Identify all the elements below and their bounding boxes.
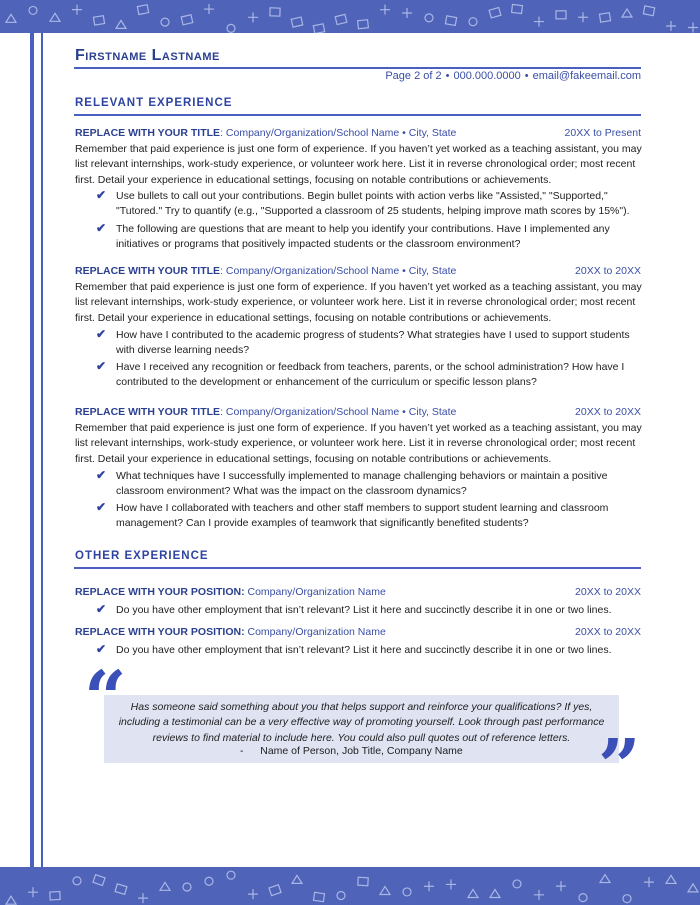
doodle-icon xyxy=(688,884,698,892)
email-address[interactable]: email@fakeemail.com xyxy=(532,70,641,82)
doodle-icon xyxy=(358,877,368,886)
doodle-icon xyxy=(600,875,610,883)
header-rule xyxy=(74,67,641,69)
doodle-icon xyxy=(556,881,566,891)
job-title: REPLACE WITH YOUR TITLE xyxy=(75,265,221,277)
doodle-icon xyxy=(292,875,302,883)
checkmark-icon: ✔ xyxy=(96,642,107,656)
job-title: REPLACE WITH YOUR TITLE xyxy=(75,406,221,418)
doodle-icon xyxy=(93,875,105,886)
doodle-icon xyxy=(578,12,588,22)
section-title-relevant: RELEVANT EXPERIENCE xyxy=(75,97,233,109)
job-heading xyxy=(75,127,641,139)
doodle-icon xyxy=(424,881,434,891)
bullet-item xyxy=(96,643,643,658)
job-heading xyxy=(75,406,641,418)
doodle-icon xyxy=(269,885,281,896)
doodle-icon xyxy=(313,892,324,901)
doodle-icon xyxy=(556,11,566,19)
job-dates: 20XX to Present xyxy=(564,127,641,139)
doodle-icon xyxy=(402,8,412,18)
checkmark-icon: ✔ xyxy=(96,188,107,202)
doodle-icon xyxy=(425,14,433,22)
doodle-icon xyxy=(204,4,214,14)
doodle-icon xyxy=(115,884,127,894)
doodle-icon xyxy=(380,886,390,894)
checkmark-icon: ✔ xyxy=(96,602,107,616)
doodle-icon xyxy=(248,12,258,22)
phone-number: 000.000.0000 xyxy=(453,70,521,82)
testimonial-attribution-line xyxy=(104,745,619,757)
doodle-icon xyxy=(205,877,213,885)
doodle-icon xyxy=(599,13,610,22)
doodle-icon xyxy=(445,16,456,26)
doodle-icon xyxy=(6,896,16,904)
job-description: Remember that paid experience is just one form of experience. If you haven’t yet worked as a teaching assistant, you may list relevant internships, work-study experience, or volunteer work here. List it in reverse chronological order; most recent first. Detail your experience in educational settings, focusing on notable contributions or achievements. xyxy=(75,143,642,186)
doodle-icon xyxy=(291,17,303,27)
bullet-text: Use bullets to call out your contributions. Begin bullet points with action verbs like "Assisted," "Supported," "Tutored." Try to quantify (e.g., "Supported a classroom of 25 students, helping improve math scores by 15%"). xyxy=(116,190,630,218)
left-border-line xyxy=(30,33,34,867)
bullet-item xyxy=(96,469,643,500)
doodle-icon xyxy=(380,5,390,15)
doodle-icon xyxy=(183,883,191,891)
bullet-text: Do you have other employment that isn’t relevant? List it here and succinctly describe it in one or two lines. xyxy=(116,644,612,656)
doodle-icon xyxy=(6,14,16,22)
candidate-name: Firstname Lastname xyxy=(75,47,220,64)
top-pattern-band xyxy=(0,0,700,33)
checkmark-icon: ✔ xyxy=(96,359,107,373)
checkmark-icon: ✔ xyxy=(96,221,107,235)
bullet-item xyxy=(96,360,643,391)
job-title: REPLACE WITH YOUR POSITION: xyxy=(75,626,245,638)
close-quote-icon: ” xyxy=(598,724,641,810)
doodle-icon xyxy=(403,888,411,896)
testimonial-text: Has someone said something about you that helps support and reinforce your qualifications? If yes, including a testimonial can be a very effective way of promoting yourself. Look through past performance reviews to find material to include here. You could also pull quotes out of reference letters. xyxy=(118,701,605,744)
job-dates: 20XX to 20XX xyxy=(575,626,641,638)
doodle-icon xyxy=(468,889,478,897)
doodle-icon xyxy=(137,5,148,15)
job-organization: : Company/Organization/School Name • City, State xyxy=(220,406,457,418)
job-organization: : Company/Organization/School Name • City, State xyxy=(220,265,457,277)
doodle-icon xyxy=(93,16,104,25)
doodle-icon xyxy=(446,879,456,889)
doodle-icon xyxy=(72,5,82,15)
contact-line xyxy=(385,70,641,82)
job-organization: Company/Organization Name xyxy=(244,626,386,638)
job-description: Remember that paid experience is just one form of experience. If you haven’t yet worked as a teaching assistant, you may list relevant internships, work-study experience, or volunteer work here. List it in reverse chronological order; most recent first. Detail your experience in educational settings, focusing on notable contributions or achievements. xyxy=(75,281,642,324)
doodle-icon xyxy=(358,20,369,29)
doodle-icon xyxy=(50,891,60,900)
bullet-item xyxy=(96,328,643,359)
bullet-text: How have I contributed to the academic progress of students? What strategies have I used to support students with diverse learning needs? xyxy=(116,329,630,357)
doodle-icon xyxy=(513,880,521,888)
doodle-icon xyxy=(579,894,587,902)
left-border-line-thin xyxy=(41,33,43,867)
doodle-icon xyxy=(622,9,632,17)
doodle-icon xyxy=(313,24,324,33)
doodle-icon xyxy=(248,889,258,899)
doodle-icon xyxy=(688,22,698,32)
testimonial-box xyxy=(104,695,619,763)
doodle-icon xyxy=(181,15,193,25)
doodle-icon xyxy=(270,8,280,16)
job-title: REPLACE WITH YOUR TITLE xyxy=(75,127,221,139)
doodle-icon xyxy=(335,14,347,24)
doodle-icon xyxy=(469,18,477,26)
bullet-item xyxy=(96,189,643,220)
doodle-icon xyxy=(29,6,37,14)
section-rule xyxy=(74,567,641,569)
doodle-icon xyxy=(50,13,60,21)
section-title-other: OTHER EXPERIENCE xyxy=(75,550,209,562)
job-dates: 20XX to 20XX xyxy=(575,586,641,598)
doodle-icon xyxy=(160,882,170,890)
open-quote-icon: “ xyxy=(84,656,127,742)
bullet-text: How have I collaborated with teachers and other staff members to support student learning and classroom management? Can I provide examples of teamwork that significantly benefited students? xyxy=(116,502,609,530)
doodle-icon xyxy=(666,875,676,883)
bullet-text: The following are questions that are meant to help you identify your contributions. Have I implemented any initiatives or programs that positively impacted students or the classroom environment? xyxy=(116,223,610,251)
doodle-icon xyxy=(490,890,500,898)
job-description: Remember that paid experience is just one form of experience. If you haven’t yet worked as a teaching assistant, you may list relevant internships, work-study experience, or volunteer work here. List it in reverse chronological order; most recent first. Detail your experience in educational settings, focusing on notable contributions or achievements. xyxy=(75,422,642,465)
job-dates: 20XX to 20XX xyxy=(575,406,641,418)
job-heading xyxy=(75,265,641,277)
separator: • xyxy=(445,70,450,82)
doodle-icon xyxy=(227,24,235,32)
checkmark-icon: ✔ xyxy=(96,468,107,482)
doodle-icon xyxy=(73,877,81,885)
checkmark-icon: ✔ xyxy=(96,500,107,514)
doodle-icon xyxy=(337,891,345,899)
doodle-icon xyxy=(489,7,501,17)
section-rule xyxy=(74,114,641,116)
school-doodle-pattern xyxy=(0,867,700,905)
job-heading xyxy=(75,626,641,638)
doodle-icon xyxy=(623,895,631,903)
job-heading xyxy=(75,586,641,598)
job-dates: 20XX to 20XX xyxy=(575,265,641,277)
attribution-dash: - xyxy=(240,745,244,757)
doodle-icon xyxy=(227,871,235,879)
job-organization: Company/Organization Name xyxy=(244,586,386,598)
checkmark-icon: ✔ xyxy=(96,327,107,341)
doodle-icon xyxy=(512,4,523,13)
bullet-text: Have I received any recognition or feedback from teachers, parents, or the school administration? How have I contributed to the development or enhancement of the curriculum or specific lesson plans? xyxy=(116,361,625,389)
job-organization: : Company/Organization/School Name • City, State xyxy=(220,127,457,139)
doodle-icon xyxy=(534,890,544,900)
doodle-icon xyxy=(644,877,654,887)
doodle-icon xyxy=(666,21,676,31)
separator: • xyxy=(524,70,529,82)
doodle-icon xyxy=(28,887,38,897)
bullet-item xyxy=(96,603,643,618)
school-doodle-pattern xyxy=(0,0,700,33)
doodle-icon xyxy=(161,18,169,26)
page-number: Page 2 of 2 xyxy=(385,70,442,82)
bullet-item xyxy=(96,501,643,532)
doodle-icon xyxy=(116,20,126,28)
bullet-text: Do you have other employment that isn’t relevant? List it here and succinctly describe it in one or two lines. xyxy=(116,604,612,616)
doodle-icon xyxy=(534,17,544,27)
bullet-text: What techniques have I successfully implemented to manage challenging behaviors or maintain a positive classroom environment? What was the impact on the classroom dynamics? xyxy=(116,470,608,498)
doodle-icon xyxy=(138,893,148,903)
job-title: REPLACE WITH YOUR POSITION: xyxy=(75,586,245,598)
bullet-item xyxy=(96,222,643,253)
testimonial-attribution: Name of Person, Job Title, Company Name xyxy=(260,745,463,757)
doodle-icon xyxy=(643,6,654,16)
bottom-pattern-band xyxy=(0,867,700,905)
